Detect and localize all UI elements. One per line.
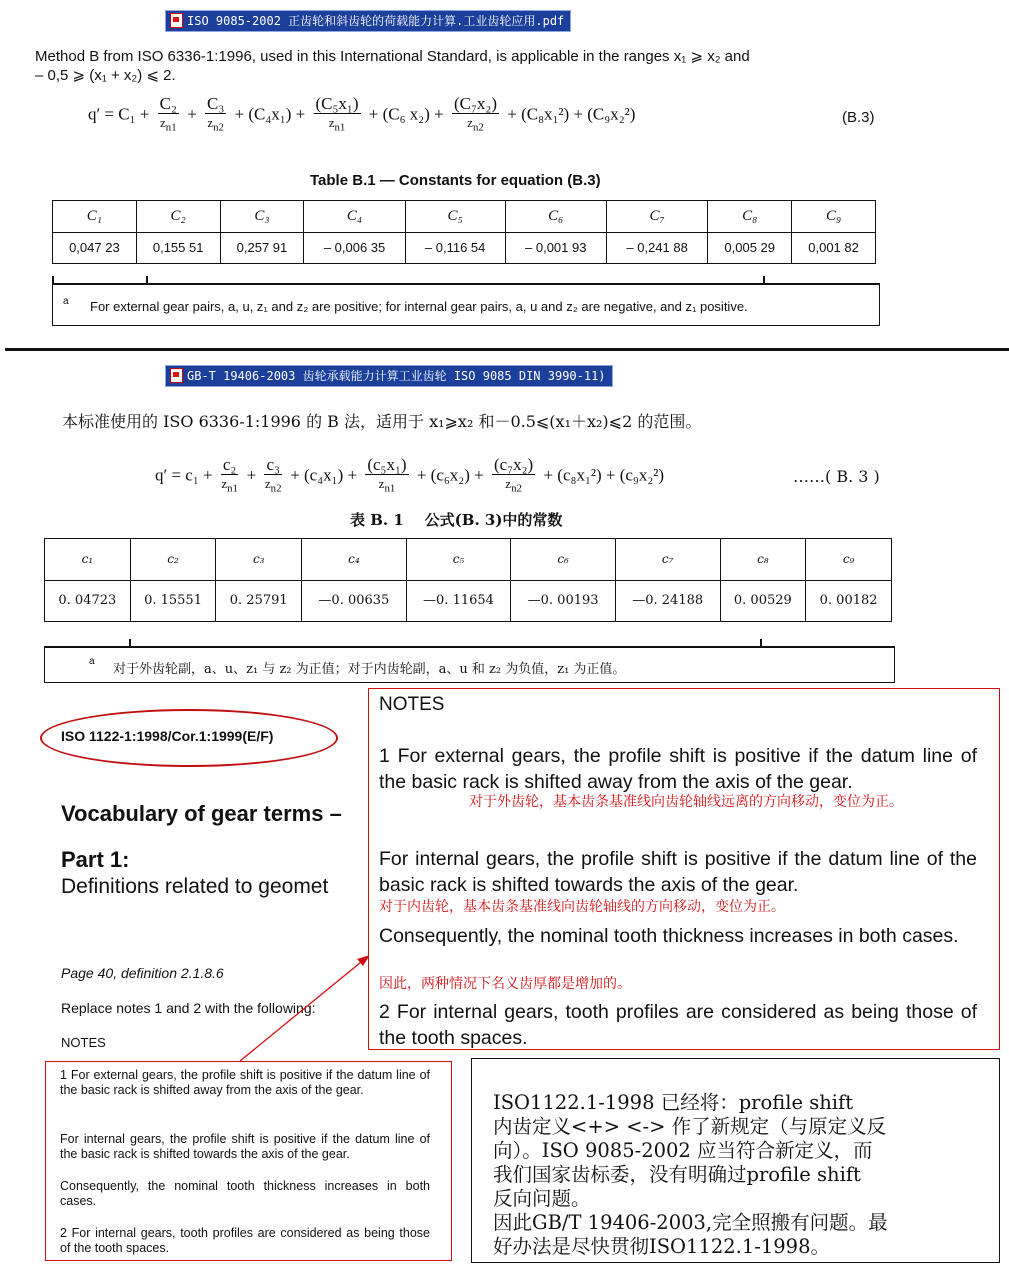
header-cell: C₄ (304, 201, 405, 233)
zoom-notes-heading: NOTES (379, 694, 445, 715)
value-cell: 0. 04723 (45, 580, 131, 622)
value-cell: 0,047 23 (53, 232, 137, 264)
comment-box (471, 1058, 1000, 1263)
cn-footnote-text: 对于外齿轮副，a、u、z₁ 与 z₂ 为正值；对于内齿轮副，a、u 和 z₂ 为负值，z₁ 为正值。 (113, 662, 626, 677)
value-cell: —0. 24188 (615, 580, 720, 622)
zoomed-notes-box (368, 688, 1000, 1050)
value-cell: —0. 11654 (406, 580, 511, 622)
value-cell: 0. 00182 (806, 580, 892, 622)
value-cell: 0,155 51 (136, 232, 220, 264)
header-cell: C₈ (708, 201, 792, 233)
header-cell: c₃ (216, 539, 302, 581)
intro-paragraph: Method B from ISO 6336-1:1996, used in this International Standard, is applicable in the ranges x₁ ⩾ x₂ and – 0,5 ⩾ (x₁ + x₂) ⩽ 2. (35, 48, 750, 84)
cn-table-title: 表 B. 1 公式(B. 3)中的常数 (350, 511, 563, 529)
small-note-2: For internal gears, the profile shift is positive if the datum line of the basic rack is shifted towards the axis of the gear. (60, 1132, 430, 1161)
notes-heading-small: NOTES (61, 1035, 106, 1050)
equation-b3: q′ = C₁ + $\frac{\text{C₂}}{z_{n1}}$ + $\frac{\text{C₃}}{z_{n2}}$ + (C₄x₁) + $\frac{\text{(C₅x₁)}}{z_{n1}}$ + (C₆ x₂) + $\frac{\text{(C₇x₂)}}{z_{n2}}$ + (C₈x₁²) + (C₉x₂²) (88, 94, 636, 134)
header-cell: c₅ (406, 539, 511, 581)
value-cell: —0. 00635 (302, 580, 407, 622)
header-cell: C₆ (505, 201, 606, 233)
zoom-note-2: For internal gears, the profile shift is positive if the datum line of the basic rack is shifted towards the axis of the gear. (379, 848, 977, 896)
value-cell: 0. 25791 (216, 580, 302, 622)
cn-equation-b3: q′ = c₁ + $\frac{\text{c₂}}{z_{n1}}$ + $\frac{\text{c₃}}{z_{n2}}$ + (c₄x₁) + $\frac{\text{(c₅x₁)}}{z_{n1}}$ + (c₆x₂) + $\frac{\text{(c₇x₂)}}{z_{n2}}$ + (c₈x₁²) + (c₉x₂²) (155, 455, 665, 495)
header-cell: C₉ (792, 201, 876, 233)
header-cell: C₁ (53, 201, 137, 233)
zoom-note-1-cn: 对于外齿轮，基本齿条基准线向齿轮轴线远离的方向移动，变位为正。 (469, 794, 903, 810)
header-cell: C₅ (405, 201, 505, 233)
header-cell: c₉ (806, 539, 892, 581)
cn-equation-label: ……( B. 3 ) (793, 467, 880, 486)
value-cell: – 0,116 54 (405, 232, 505, 264)
header-cell: c₂ (130, 539, 216, 581)
header-cell: C₇ (606, 201, 707, 233)
value-cell: 0,001 82 (792, 232, 876, 264)
value-cell: 0. 15551 (130, 580, 216, 622)
small-note-3: Consequently, the nominal tooth thickness increases in both cases. (60, 1179, 430, 1208)
part-subtitle: Definitions related to geomet (61, 875, 329, 898)
footnote-box: a For external gear pairs, a, u, z₁ and z₂ are positive; for internal gear pairs, a, u and z₂ are negative, and z₁ positive. (52, 283, 880, 326)
zoom-note-1: 1 For external gears, the profile shift is positive if the datum line of the basic rack is shifted away from the axis of the gear. (379, 745, 977, 793)
header-cell: c₄ (302, 539, 407, 581)
value-cell: 0. 00529 (720, 580, 806, 622)
part-label: Part 1: (61, 847, 130, 872)
value-cell: – 0,241 88 (606, 232, 707, 264)
zoom-note-3-cn: 因此，两种情况下名义齿厚都是增加的。 (379, 976, 631, 992)
equation-label: (B.3) (842, 109, 875, 126)
cn-intro-paragraph: 本标准使用的 ISO 6336-1:1996 的 B 法，适用于 x₁⩾x₂ 和－0.5⩽(x₁＋x₂)⩽2 的范围。 (62, 412, 702, 431)
value-cell: —0. 00193 (511, 580, 616, 622)
value-cell: 0,005 29 (708, 232, 792, 264)
page-ref: Page 40, definition 2.1.8.6 (61, 965, 224, 981)
small-note-1: 1 For external gears, the profile shift is positive if the datum line of the basic rack is shifted away from the axis of the gear. (60, 1068, 430, 1097)
replace-instruction: Replace notes 1 and 2 with the following: (61, 1000, 316, 1016)
zoom-note-3: Consequently, the nominal tooth thickness increases in both cases. (379, 925, 959, 947)
pdf-title-bar-gbt[interactable]: GB-T 19406-2003 齿轮承载能力计算工业齿轮 ISO 9085 DIN 3990-11) (165, 365, 613, 387)
header-cell: C₂ (136, 201, 220, 233)
footnote-text: For external gear pairs, a, u, z₁ and z₂ are positive; for internal gear pairs, a, u and z₂ are negative, and z₁ positive. (90, 299, 748, 314)
value-cell: – 0,006 35 (304, 232, 405, 264)
value-cell: – 0,001 93 (505, 232, 606, 264)
header-cell: c₇ (615, 539, 720, 581)
value-cell: 0,257 91 (220, 232, 304, 264)
table-title: Table B.1 — Constants for equation (B.3) (310, 172, 601, 189)
small-note-4: 2 For internal gears, tooth profiles are considered as being those of the tooth spaces. (60, 1226, 430, 1255)
header-cell: C₃ (220, 201, 304, 233)
header-cell: c₁ (45, 539, 131, 581)
cn-footnote-box: a 对于外齿轮副，a、u、z₁ 与 z₂ 为正值；对于内齿轮副，a、u 和 z₂ 为负值，z₁ 为正值。 (44, 646, 895, 683)
vocabulary-title: Vocabulary of gear terms – (61, 801, 342, 826)
corrigendum-ref: ISO 1122-1:1998/Cor.1:1999(E/F) (61, 728, 274, 744)
zoom-note-2-cn: 对于内齿轮，基本齿条基准线向齿轮轴线的方向移动，变位为正。 (379, 899, 785, 915)
header-cell: c₈ (720, 539, 806, 581)
header-cell: c₆ (511, 539, 616, 581)
pdf-title-bar-iso[interactable]: ISO 9085-2002 正齿轮和斜齿轮的荷载能力计算.工业齿轮应用.pdf (165, 10, 571, 32)
zoom-note-4: 2 For internal gears, tooth profiles are considered as being those of the tooth spaces. (379, 1001, 977, 1049)
comment-text: ISO1122.1-1998 已经将：profile shift 内齿定义<+> <-> 作了新规定（与原定义反 向）。ISO 9085-2002 应当符合新定义，而 我们国家齿标委，没有明确过profile shift 反向问题。 因此GB/T 19406-2003,完全照搬有问题。最 好办法是尽快贯彻ISO1122.1-1998。 (493, 1091, 888, 1258)
